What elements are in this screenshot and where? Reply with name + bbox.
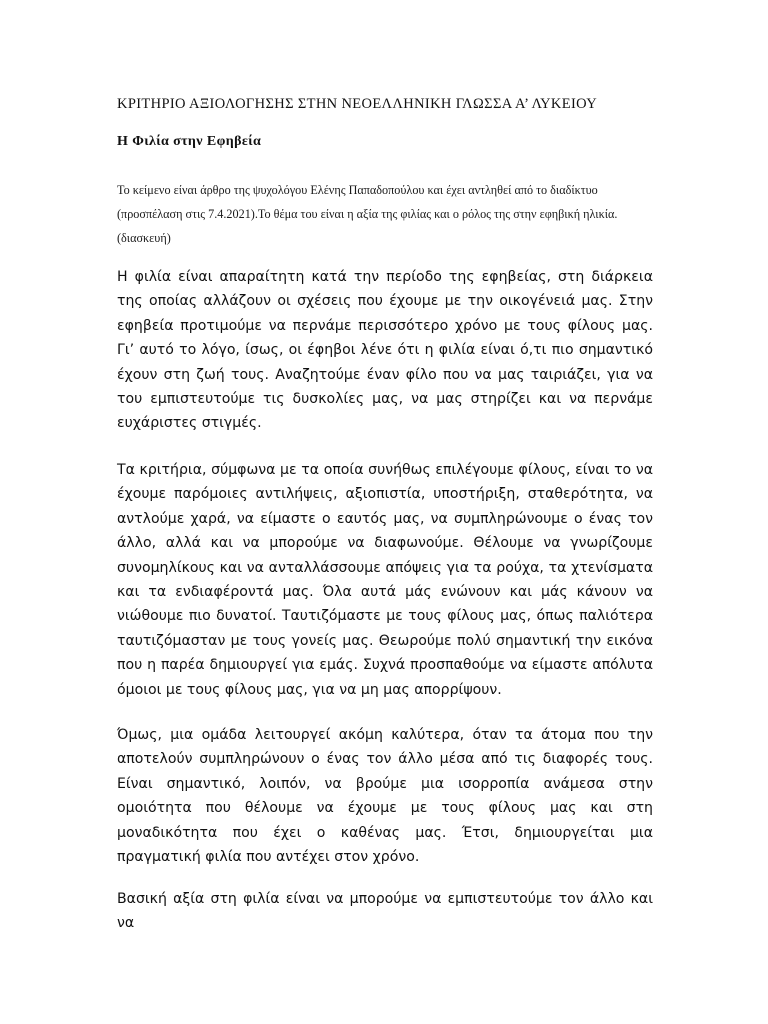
- source-line: (διασκευή): [117, 231, 171, 245]
- source-line: Το κείμενο είναι άρθρο της ψυχολόγου Ελένης Παπαδοπούλου και έχει αντληθεί από το διαδίκτυο: [117, 183, 598, 197]
- body-paragraph: Η φιλία είναι απαραίτητη κατά την περίοδο της εφηβείας, στη διάρκεια της οποίας αλλάζουν οι σχέσεις που έχουμε με την οικογένειά μας. Στην εφηβεία προτιμούμε να περνάμε περισσότερο χρόνο με τους φίλους μας. Γι’ αυτό το λόγο, ίσως, οι έφηβοι λένε ότι η φιλία είναι ό,τι πιο σημαντικό έχουν στη ζωή τους. Αναζητούμε έναν φίλο που να μας ταιριάζει, για να του εμπιστευτούμε τις δυσκολίες μας, να μας στηρίζει και να περνάμε ευχάριστες στιγμές.: [117, 269, 653, 432]
- source-note: [117, 178, 657, 250]
- source-line: (προσπέλαση στις 7.4.2021).Το θέμα του είναι η αξία της φιλίας και ο ρόλος της στην εφηβική ηλικία.: [117, 207, 618, 221]
- document-title: ΚΡΙΤΗΡΙΟ ΑΞΙΟΛΟΓΗΣΗΣ ΣΤΗΝ ΝΕΟΕΛΛΗΝΙΚΗ ΓΛΩΣΣΑ Α’ ΛΥΚΕΙΟΥ: [117, 96, 598, 112]
- body-paragraph: Όμως, μια ομάδα λειτουργεί ακόμη καλύτερα, όταν τα άτομα που την αποτελούν συμπληρώνουν ο ένας τον άλλο μέσα από τις διαφορές τους. Είναι σημαντικό, λοιπόν, να βρούμε μια ισορροπία ανάμεσα στην ομοιότητα που θέλουμε να έχουμε με τους φίλους μας και στη μοναδικότητα που έχει ο καθένας μας. Έτσι, δημιουργείται μια πραγματική φιλία που αντέχει στον χρόνο.: [117, 727, 653, 866]
- body-paragraph: Τα κριτήρια, σύμφωνα με τα οποία συνήθως επιλέγουμε φίλους, είναι το να έχουμε παρόμοιες αντιλήψεις, αξιοπιστία, υποστήριξη, σταθερότητα, να αντλούμε χαρά, να είμαστε ο εαυτός μας, να συμπληρώνουμε ο ένας τον άλλο, αλλά και να μπορούμε να διαφωνούμε. Θέλουμε να γνωρίζουμε συνομηλίκους και να ανταλλάσσουμε απόψεις για τα ρούχα, τα χτενίσματα και τα ενδιαφέροντά μας. Όλα αυτά μάς ενώνουν και μάς κάνουν να νιώθουμε πιο δυνατοί. Ταυτιζόμαστε με τους φίλους μας, όπως παλιότερα ταυτιζόμασταν με τους γονείς μας. Θεωρούμε πολύ σημαντική την εικόνα που η παρέα δημιουργεί για εμάς. Συχνά προσπαθούμε να είμαστε απόλυτα όμοιοι με τους φίλους μας, για να μη μας απορρίψουν.: [117, 462, 653, 698]
- document-subtitle: Η Φιλία στην Εφηβεία: [117, 134, 262, 149]
- body-paragraph: Βασική αξία στη φιλία είναι να μπορούμε να εμπιστευτούμε τον άλλο και να: [117, 891, 653, 932]
